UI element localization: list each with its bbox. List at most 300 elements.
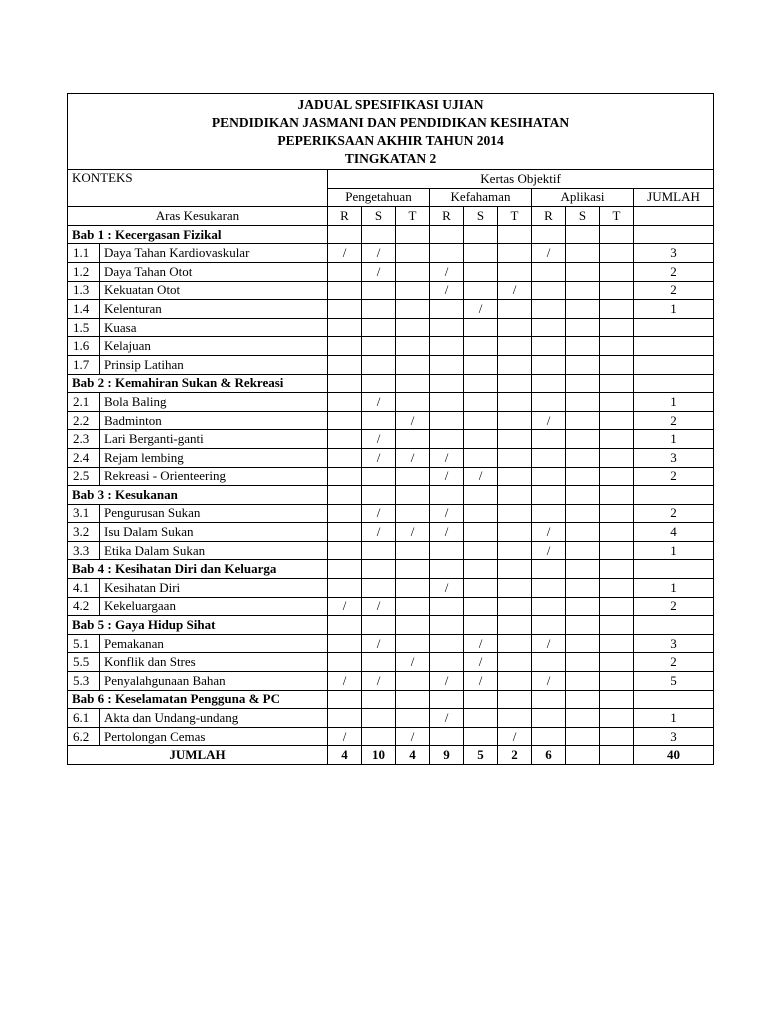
item-number: 2.5: [68, 467, 100, 486]
mark-cell: [362, 281, 396, 300]
item-number: 6.2: [68, 727, 100, 746]
item-number: 1.7: [68, 355, 100, 374]
mark-cell: [362, 411, 396, 430]
mark-cell: [566, 727, 600, 746]
mark-cell: [328, 337, 362, 356]
mark-cell: [396, 355, 430, 374]
empty-cell: [464, 690, 498, 709]
table-row: [68, 448, 714, 467]
empty-cell: [566, 225, 600, 244]
totals-row: [68, 746, 714, 765]
mark-cell: [498, 337, 532, 356]
item-label: Daya Tahan Kardiovaskular: [100, 244, 328, 263]
empty-cell: [600, 560, 634, 579]
item-label: Pemakanan: [100, 634, 328, 653]
empty-cell: [430, 225, 464, 244]
mark-cell: [328, 709, 362, 728]
mark-cell: [498, 318, 532, 337]
mark-cell: [328, 262, 362, 281]
mark-cell: /: [532, 672, 566, 691]
mark-cell: [498, 244, 532, 263]
section-label: Bab 1 : Kecergasan Fizikal: [68, 225, 328, 244]
mark-cell: [396, 300, 430, 319]
table-row: [68, 430, 714, 449]
mark-cell: [396, 337, 430, 356]
header-row-3: [68, 207, 714, 226]
empty-cell: [396, 616, 430, 635]
mark-cell: [464, 411, 498, 430]
mark-cell: [328, 300, 362, 319]
mark-cell: [532, 430, 566, 449]
table-row: [68, 727, 714, 746]
mark-cell: [362, 355, 396, 374]
mark-cell: [600, 337, 634, 356]
mark-cell: [532, 448, 566, 467]
item-number: 2.4: [68, 448, 100, 467]
empty-cell: [498, 560, 532, 579]
empty-cell: [464, 616, 498, 635]
mark-cell: /: [396, 653, 430, 672]
mark-cell: /: [328, 672, 362, 691]
mark-cell: [430, 318, 464, 337]
group-aplikasi: Aplikasi: [532, 188, 634, 207]
empty-cell: [328, 690, 362, 709]
empty-cell: [634, 374, 714, 393]
row-total: 2: [634, 597, 714, 616]
row-total: 3: [634, 244, 714, 263]
mark-cell: [362, 727, 396, 746]
empty-cell: [362, 560, 396, 579]
empty-cell: [532, 374, 566, 393]
mark-cell: [566, 262, 600, 281]
mark-cell: [464, 597, 498, 616]
row-total: 1: [634, 709, 714, 728]
row-total: 2: [634, 262, 714, 281]
empty-cell: [498, 690, 532, 709]
konteks-header: KONTEKS: [68, 170, 328, 207]
mark-cell: [566, 411, 600, 430]
mark-cell: [328, 430, 362, 449]
table-row: [68, 393, 714, 412]
group-pengetahuan: Pengetahuan: [328, 188, 430, 207]
item-number: 4.1: [68, 579, 100, 598]
column-total: 6: [532, 746, 566, 765]
table-row: [68, 634, 714, 653]
mark-cell: [362, 300, 396, 319]
mark-cell: [464, 579, 498, 598]
section-label: Bab 5 : Gaya Hidup Sihat: [68, 616, 328, 635]
empty-cell: [430, 690, 464, 709]
mark-cell: [328, 318, 362, 337]
mark-cell: /: [362, 262, 396, 281]
item-number: 3.2: [68, 523, 100, 542]
table-row: [68, 355, 714, 374]
table-row: [68, 262, 714, 281]
empty-cell: [600, 374, 634, 393]
level-header: R: [532, 207, 566, 226]
item-number: 1.6: [68, 337, 100, 356]
mark-cell: [396, 672, 430, 691]
row-total: [634, 337, 714, 356]
mark-cell: [396, 393, 430, 412]
empty-cell: [566, 616, 600, 635]
empty-cell: [634, 225, 714, 244]
item-label: Prinsip Latihan: [100, 355, 328, 374]
mark-cell: [498, 300, 532, 319]
mark-cell: [464, 541, 498, 560]
mark-cell: /: [464, 634, 498, 653]
mark-cell: [600, 727, 634, 746]
mark-cell: /: [396, 448, 430, 467]
mark-cell: [498, 523, 532, 542]
level-header: S: [464, 207, 498, 226]
column-total: 4: [396, 746, 430, 765]
item-label: Kekuatan Otot: [100, 281, 328, 300]
level-header: R: [430, 207, 464, 226]
column-total: [600, 746, 634, 765]
row-total: 2: [634, 281, 714, 300]
mark-cell: [430, 244, 464, 263]
mark-cell: /: [362, 244, 396, 263]
mark-cell: [600, 709, 634, 728]
mark-cell: /: [464, 653, 498, 672]
item-label: Badminton: [100, 411, 328, 430]
level-header: S: [566, 207, 600, 226]
mark-cell: [362, 579, 396, 598]
mark-cell: /: [532, 541, 566, 560]
mark-cell: [532, 337, 566, 356]
mark-cell: [396, 281, 430, 300]
mark-cell: [532, 597, 566, 616]
column-total: 4: [328, 746, 362, 765]
empty-cell: [600, 225, 634, 244]
empty-cell: [498, 225, 532, 244]
table-row: [68, 709, 714, 728]
empty-cell: [634, 560, 714, 579]
mark-cell: [600, 355, 634, 374]
mark-cell: [498, 579, 532, 598]
grand-total: 40: [634, 746, 714, 765]
mark-cell: [600, 467, 634, 486]
mark-cell: [498, 448, 532, 467]
empty-cell: [498, 486, 532, 505]
mark-cell: /: [430, 579, 464, 598]
mark-cell: [566, 634, 600, 653]
mark-cell: [532, 467, 566, 486]
item-label: Kelenturan: [100, 300, 328, 319]
table-row: [68, 318, 714, 337]
mark-cell: /: [362, 672, 396, 691]
empty-cell: [362, 486, 396, 505]
mark-cell: [532, 653, 566, 672]
item-label: Akta dan Undang-undang: [100, 709, 328, 728]
mark-cell: [498, 355, 532, 374]
mark-cell: [362, 653, 396, 672]
mark-cell: [396, 597, 430, 616]
column-total: 9: [430, 746, 464, 765]
mark-cell: [396, 430, 430, 449]
empty-cell: [600, 486, 634, 505]
mark-cell: [566, 448, 600, 467]
mark-cell: [566, 318, 600, 337]
jumlah-header: JUMLAH: [634, 188, 714, 207]
table-row: [68, 467, 714, 486]
item-number: 1.2: [68, 262, 100, 281]
mark-cell: [396, 244, 430, 263]
mark-cell: [464, 393, 498, 412]
mark-cell: [430, 355, 464, 374]
title-row: [68, 94, 714, 170]
mark-cell: [566, 467, 600, 486]
mark-cell: /: [362, 504, 396, 523]
mark-cell: /: [328, 597, 362, 616]
mark-cell: [600, 523, 634, 542]
mark-cell: [498, 393, 532, 412]
mark-cell: [532, 393, 566, 412]
empty-cell: [464, 486, 498, 505]
section-label: Bab 6 : Keselamatan Pengguna & PC: [68, 690, 328, 709]
mark-cell: [464, 430, 498, 449]
empty-cell: [464, 374, 498, 393]
mark-cell: [566, 337, 600, 356]
mark-cell: [430, 300, 464, 319]
mark-cell: [566, 393, 600, 412]
mark-cell: [464, 281, 498, 300]
item-label: Kekeluargaan: [100, 597, 328, 616]
mark-cell: [532, 262, 566, 281]
mark-cell: [464, 709, 498, 728]
table-row: [68, 541, 714, 560]
empty-cell: [634, 486, 714, 505]
row-total: 2: [634, 411, 714, 430]
empty-cell: [396, 486, 430, 505]
column-total: 2: [498, 746, 532, 765]
mark-cell: [464, 727, 498, 746]
mark-cell: [396, 579, 430, 598]
item-label: Penyalahgunaan Bahan: [100, 672, 328, 691]
item-number: 1.1: [68, 244, 100, 263]
kertas-header: Kertas Objektif: [328, 170, 714, 189]
row-total: 2: [634, 653, 714, 672]
mark-cell: [532, 504, 566, 523]
item-number: 5.5: [68, 653, 100, 672]
mark-cell: [566, 672, 600, 691]
row-total: 1: [634, 393, 714, 412]
mark-cell: [566, 597, 600, 616]
item-number: 2.1: [68, 393, 100, 412]
empty-cell: [430, 374, 464, 393]
section-row: [68, 690, 714, 709]
level-header: T: [396, 207, 430, 226]
mark-cell: [498, 597, 532, 616]
mark-cell: [498, 430, 532, 449]
mark-cell: /: [328, 727, 362, 746]
item-number: 2.2: [68, 411, 100, 430]
mark-cell: [498, 504, 532, 523]
level-header: T: [498, 207, 532, 226]
row-total: 3: [634, 634, 714, 653]
item-number: 6.1: [68, 709, 100, 728]
mark-cell: [362, 318, 396, 337]
mark-cell: /: [430, 504, 464, 523]
title-line-1: JADUAL SPESIFIKASI UJIAN: [297, 97, 484, 112]
empty-cell: [464, 225, 498, 244]
mark-cell: [566, 281, 600, 300]
item-label: Pengurusan Sukan: [100, 504, 328, 523]
mark-cell: /: [362, 523, 396, 542]
mark-cell: [328, 504, 362, 523]
mark-cell: [464, 337, 498, 356]
mark-cell: [328, 579, 362, 598]
table-row: [68, 504, 714, 523]
row-total: 1: [634, 579, 714, 598]
mark-cell: [498, 411, 532, 430]
mark-cell: [328, 393, 362, 412]
mark-cell: [464, 262, 498, 281]
table-row: [68, 300, 714, 319]
mark-cell: /: [430, 672, 464, 691]
item-label: Lari Berganti-ganti: [100, 430, 328, 449]
mark-cell: [498, 672, 532, 691]
table-row: [68, 411, 714, 430]
mark-cell: /: [328, 244, 362, 263]
mark-cell: [328, 411, 362, 430]
item-number: 2.3: [68, 430, 100, 449]
mark-cell: [396, 467, 430, 486]
mark-cell: [600, 653, 634, 672]
mark-cell: [498, 653, 532, 672]
empty-cell: [396, 690, 430, 709]
mark-cell: [464, 244, 498, 263]
empty-cell: [362, 225, 396, 244]
mark-cell: /: [464, 467, 498, 486]
row-total: 3: [634, 727, 714, 746]
mark-cell: [430, 393, 464, 412]
mark-cell: [498, 262, 532, 281]
mark-cell: /: [498, 281, 532, 300]
mark-cell: [566, 653, 600, 672]
mark-cell: [532, 709, 566, 728]
empty-cell: [532, 560, 566, 579]
level-header: S: [362, 207, 396, 226]
level-header-blank: [634, 207, 714, 226]
section-row: [68, 225, 714, 244]
row-total: 2: [634, 467, 714, 486]
mark-cell: [362, 709, 396, 728]
mark-cell: [396, 318, 430, 337]
mark-cell: [566, 430, 600, 449]
item-label: Isu Dalam Sukan: [100, 523, 328, 542]
section-row: [68, 616, 714, 635]
section-label: Bab 3 : Kesukanan: [68, 486, 328, 505]
mark-cell: [532, 318, 566, 337]
row-total: 5: [634, 672, 714, 691]
mark-cell: [396, 709, 430, 728]
item-number: 5.1: [68, 634, 100, 653]
item-label: Bola Baling: [100, 393, 328, 412]
mark-cell: [328, 653, 362, 672]
empty-cell: [396, 560, 430, 579]
item-number: 3.1: [68, 504, 100, 523]
row-total: 1: [634, 300, 714, 319]
mark-cell: [600, 262, 634, 281]
item-label: Kuasa: [100, 318, 328, 337]
mark-cell: [600, 672, 634, 691]
header-row-1: [68, 170, 714, 189]
mark-cell: [464, 318, 498, 337]
item-label: Rekreasi - Orienteering: [100, 467, 328, 486]
empty-cell: [532, 616, 566, 635]
mark-cell: [430, 634, 464, 653]
mark-cell: /: [362, 597, 396, 616]
mark-cell: [600, 300, 634, 319]
empty-cell: [566, 690, 600, 709]
level-header: T: [600, 207, 634, 226]
mark-cell: [532, 300, 566, 319]
empty-cell: [634, 616, 714, 635]
empty-cell: [498, 374, 532, 393]
mark-cell: [600, 579, 634, 598]
mark-cell: [532, 281, 566, 300]
empty-cell: [532, 225, 566, 244]
title-line-3: PEPERIKSAAN AKHIR TAHUN 2014: [277, 133, 504, 148]
mark-cell: [396, 634, 430, 653]
table-row: [68, 672, 714, 691]
mark-cell: [430, 430, 464, 449]
column-total: [566, 746, 600, 765]
row-total: 1: [634, 541, 714, 560]
empty-cell: [634, 690, 714, 709]
empty-cell: [328, 616, 362, 635]
row-total: 2: [634, 504, 714, 523]
row-total: [634, 318, 714, 337]
empty-cell: [532, 690, 566, 709]
mark-cell: [464, 504, 498, 523]
aras-header: Aras Kesukaran: [68, 207, 328, 226]
table-row: [68, 523, 714, 542]
table-title: [68, 94, 714, 170]
empty-cell: [498, 616, 532, 635]
row-total: 3: [634, 448, 714, 467]
row-total: 4: [634, 523, 714, 542]
empty-cell: [532, 486, 566, 505]
mark-cell: [464, 448, 498, 467]
mark-cell: [430, 337, 464, 356]
mark-cell: /: [430, 448, 464, 467]
group-kefahaman: Kefahaman: [430, 188, 532, 207]
empty-cell: [464, 560, 498, 579]
empty-cell: [328, 225, 362, 244]
mark-cell: [328, 467, 362, 486]
empty-cell: [430, 560, 464, 579]
mark-cell: [566, 504, 600, 523]
mark-cell: [566, 579, 600, 598]
mark-cell: [328, 448, 362, 467]
mark-cell: [566, 709, 600, 728]
column-total: 5: [464, 746, 498, 765]
section-row: [68, 374, 714, 393]
mark-cell: [430, 727, 464, 746]
mark-cell: [600, 281, 634, 300]
mark-cell: [600, 430, 634, 449]
mark-cell: /: [532, 523, 566, 542]
empty-cell: [430, 616, 464, 635]
mark-cell: [396, 541, 430, 560]
mark-cell: /: [430, 467, 464, 486]
mark-cell: [430, 541, 464, 560]
mark-cell: /: [532, 411, 566, 430]
mark-cell: [600, 244, 634, 263]
